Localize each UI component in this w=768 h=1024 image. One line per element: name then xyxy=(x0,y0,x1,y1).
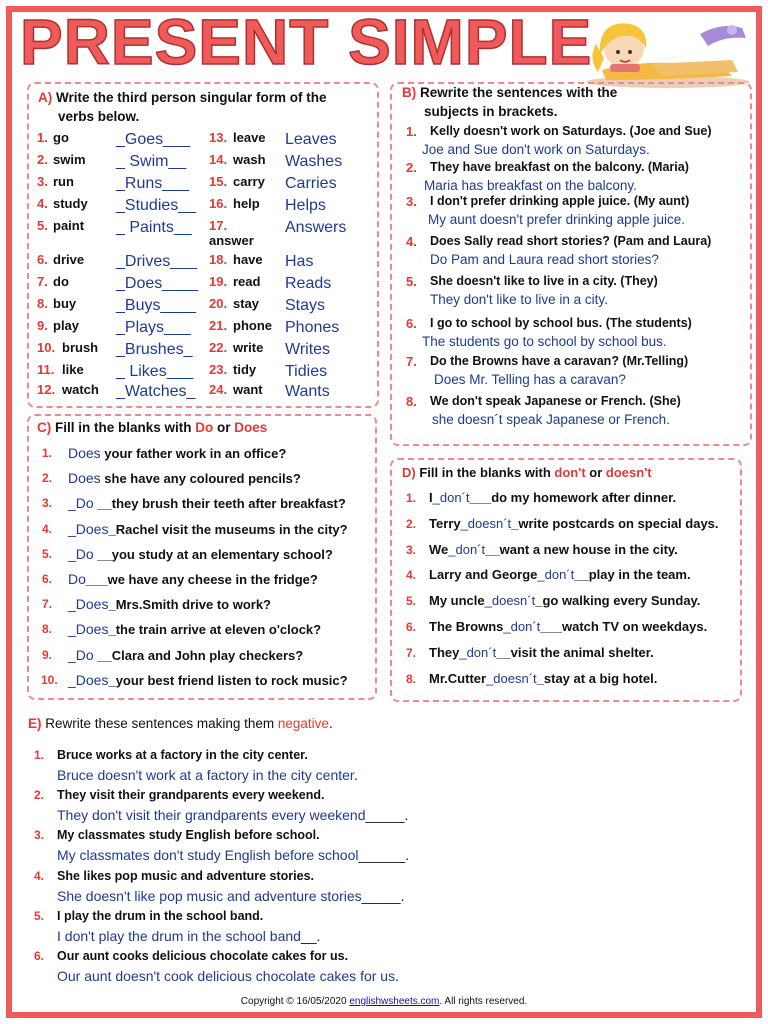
copyright-text: Copyright © 16/05/2020 xyxy=(240,996,350,1007)
sentence-question: I play the drum in the school band. xyxy=(57,908,264,923)
blank-number: 8. xyxy=(406,671,417,686)
section-e-heading: E) Rewrite these sentences making them negative. xyxy=(28,716,333,731)
verb-text: drive xyxy=(53,252,85,267)
answer-tail: _____. xyxy=(365,807,409,824)
verb-number: 14. xyxy=(209,152,228,167)
sentence-number: 3. xyxy=(34,828,45,843)
verb-answer: Washes xyxy=(285,153,343,170)
verb-number: 17. xyxy=(209,218,228,233)
sentence-answer: My aunt doesn't prefer drinking apple juice. xyxy=(428,212,685,227)
verb-text: tidy xyxy=(233,362,257,377)
fill-text: __play in the team. xyxy=(574,567,691,583)
svg-text:PRESENT SIMPLE: PRESENT SIMPLE xyxy=(20,6,593,74)
fill-line xyxy=(68,495,346,511)
sentence-number: 8. xyxy=(406,394,417,409)
sentence-answer: She doesn't like pop music and adventure stories xyxy=(57,887,362,904)
verb-text: carry xyxy=(233,174,265,189)
verb-text: buy xyxy=(53,296,77,311)
blank-number: 4. xyxy=(406,568,417,583)
verb-answer: Carries xyxy=(285,175,337,192)
fill-text: _Rachel visit the museums in the city? xyxy=(108,521,348,537)
fill-line xyxy=(429,567,691,582)
fill-text: _write postcards on special days. xyxy=(511,515,719,531)
verb-answer: _Plays___ xyxy=(116,319,191,336)
sentence-answer: Joe and Sue don't work on Saturdays. xyxy=(422,142,650,157)
verb-answer: _Goes___ xyxy=(116,131,190,148)
verb-number: 7. xyxy=(37,274,48,289)
fill-text: __want a new house in the city. xyxy=(485,541,678,557)
sentence-number: 1. xyxy=(34,748,45,762)
sentence-number: 7. xyxy=(406,354,417,369)
fill-answer: _Does xyxy=(68,671,109,688)
verb-number: 22. xyxy=(209,340,228,355)
verb-number: 6. xyxy=(37,252,48,267)
fill-text: __you study at an elementary school? xyxy=(93,546,333,562)
fill-answer: _Does xyxy=(68,520,109,537)
verb-text: answer xyxy=(209,233,254,248)
sentence-answer: They don't like to live in a city. xyxy=(430,292,608,307)
verb-text: brush xyxy=(62,340,99,355)
sentence-question: I don't prefer drinking apple juice. (My aunt) xyxy=(430,194,690,208)
sentence-question: I go to school by school bus. (The students) xyxy=(430,316,692,330)
fill-answer: _don´t xyxy=(459,644,497,660)
sentence-answer-line xyxy=(57,767,358,783)
fill-answer: _Do xyxy=(68,545,94,562)
fill-subject: Larry and George xyxy=(429,567,538,583)
verb-number: 12. xyxy=(37,382,56,397)
verb-text: swim xyxy=(53,152,86,167)
verb-text: write xyxy=(233,340,264,355)
sentence-answer: Do Pam and Laura read short stories? xyxy=(430,252,659,267)
sentence-answer-line xyxy=(57,807,408,823)
verb-text: stay xyxy=(233,296,260,311)
fill-answer: _Do xyxy=(68,495,94,512)
sentence-question: Kelly doesn't work on Saturdays. (Joe and Sue) xyxy=(430,124,712,138)
verb-number: 10. xyxy=(37,340,56,355)
fill-text: __they brush their teeth after breakfast? xyxy=(93,496,346,512)
verb-text: leave xyxy=(233,130,266,145)
copyright-rights: . All rights reserved. xyxy=(439,996,528,1007)
fill-answer: _Does xyxy=(68,596,109,613)
blank-number: 7. xyxy=(406,645,417,660)
blank-number: 4. xyxy=(42,521,53,536)
fill-line xyxy=(68,521,348,537)
verb-number: 24. xyxy=(209,382,228,397)
section-d-heading: D) Fill in the blanks with don't or doesn't xyxy=(402,465,652,480)
fill-text: ___watch TV on weekdays. xyxy=(540,619,708,634)
fill-answer: Does xyxy=(68,445,101,461)
sentence-answer: Maria has breakfast on the balcony. xyxy=(424,178,637,193)
blank-number: 3. xyxy=(42,496,53,511)
blank-number: 7. xyxy=(42,597,53,612)
answer-tail: ______. xyxy=(358,847,410,864)
blank-number: 1. xyxy=(406,491,417,505)
fill-subject: I xyxy=(429,490,433,505)
sentence-number: 6. xyxy=(34,949,45,963)
fill-line xyxy=(68,672,348,688)
sentence-question: They visit their grandparents every weekend. xyxy=(57,788,325,803)
fill-answer: _Does xyxy=(68,621,109,638)
verb-answer: Reads xyxy=(285,275,332,292)
verb-answer: _Drives___ xyxy=(116,253,197,270)
fill-subject: We xyxy=(429,541,449,557)
sentence-number: 1. xyxy=(406,124,417,139)
verb-number: 20. xyxy=(209,296,228,311)
fill-subject: The Browns xyxy=(429,619,504,634)
fill-line xyxy=(68,445,286,461)
verb-answer: Answers xyxy=(285,219,347,236)
verb-answer: _Buys____ xyxy=(116,297,197,314)
verb-number: 9. xyxy=(37,318,48,333)
verb-number: 19. xyxy=(209,274,228,289)
section-b-heading-2: subjects in brackets. xyxy=(424,104,558,119)
verb-number: 4. xyxy=(37,196,48,211)
verb-answer: _ Swim__ xyxy=(116,153,187,170)
verb-number: 23. xyxy=(209,362,228,377)
verb-text: play xyxy=(53,318,80,333)
verb-answer: _ Paints__ xyxy=(116,219,192,236)
blank-number: 6. xyxy=(42,572,53,586)
verb-number: 21. xyxy=(209,318,228,333)
sentence-number: 4. xyxy=(34,868,45,883)
fill-text: _stay at a big hotel. xyxy=(536,670,658,686)
verb-text: study xyxy=(53,196,88,211)
sentence-answer: Does Mr. Telling has a caravan? xyxy=(434,372,626,387)
fill-answer: _don´t xyxy=(432,490,470,505)
girl-reading-illustration xyxy=(582,14,754,90)
fill-line xyxy=(68,546,333,562)
sentence-number: 2. xyxy=(406,160,417,175)
fill-subject: Mr.Cutter xyxy=(429,670,487,686)
fill-text: __Clara and John play checkers? xyxy=(93,647,304,663)
sentence-question: She doesn't like to live in a city. (They) xyxy=(430,274,658,288)
verb-answer: Leaves xyxy=(285,131,337,148)
blank-number: 8. xyxy=(42,622,53,637)
copyright-footer xyxy=(0,996,768,1007)
sentence-answer: she doesn´t speak Japanese or French. xyxy=(432,412,670,427)
verb-answer: _ Likes___ xyxy=(116,363,194,380)
fill-line xyxy=(429,645,654,660)
verb-answer: _Runs___ xyxy=(116,175,189,192)
sentence-answer: Our aunt doesn't cook delicious chocolate cakes for us xyxy=(57,968,396,984)
fill-line xyxy=(429,490,676,505)
blank-number: 2. xyxy=(42,471,53,486)
fill-text: ___do my homework after dinner. xyxy=(469,490,677,505)
section-a-heading: A) Write the third person singular form of the xyxy=(38,90,327,105)
fill-subject: My uncle xyxy=(429,593,485,609)
verb-text: want xyxy=(233,382,263,397)
fill-answer: _doesn´t xyxy=(484,593,536,609)
verb-answer: _Does____ xyxy=(116,275,198,292)
blank-number: 10. xyxy=(41,672,58,687)
answer-tail: __. xyxy=(300,927,321,944)
fill-subject: Terry xyxy=(429,515,461,531)
sentence-number: 4. xyxy=(406,234,417,249)
sentence-question: Our aunt cooks delicious chocolate cakes for us. xyxy=(57,949,349,963)
fill-answer: _doesn´t xyxy=(460,515,512,531)
fill-line xyxy=(429,593,700,608)
sentence-question: Do the Browns have a caravan? (Mr.Telling) xyxy=(430,354,689,368)
sentence-answer: The students go to school by school bus. xyxy=(422,334,667,349)
fill-answer: _doesn´t xyxy=(486,670,537,686)
sentence-number: 6. xyxy=(406,316,417,331)
sentence-answer-line xyxy=(57,928,320,944)
sentence-question: We don't speak Japanese or French. (She) xyxy=(430,394,681,408)
fill-line xyxy=(429,516,719,531)
fill-answer: _don´t xyxy=(537,567,575,583)
sentence-question: Bruce works at a factory in the city center. xyxy=(57,748,308,762)
verb-number: 8. xyxy=(37,296,48,311)
sentence-question: My classmates study English before school. xyxy=(57,828,320,843)
sentence-answer: Bruce doesn't work at a factory in the city center xyxy=(57,767,354,783)
fill-line xyxy=(68,647,303,663)
verb-text: run xyxy=(53,174,74,189)
verb-text: help xyxy=(233,196,260,211)
verb-number: 2. xyxy=(37,152,48,167)
sentence-answer: They don't visit their grandparents every weekend xyxy=(57,807,366,824)
sentence-number: 2. xyxy=(34,788,45,803)
verb-answer: _Brushes_ xyxy=(116,341,193,358)
verb-text: have xyxy=(233,252,263,267)
verb-answer: Phones xyxy=(285,319,340,336)
verb-text: paint xyxy=(53,218,85,233)
fill-line xyxy=(68,596,271,612)
verb-number: 3. xyxy=(37,174,48,189)
verb-text: phone xyxy=(233,318,272,333)
fill-text: _Mrs.Smith drive to work? xyxy=(108,597,272,613)
fill-answer: _Do xyxy=(68,646,94,663)
fill-answer: Does xyxy=(68,470,101,487)
fill-text: __visit the animal shelter. xyxy=(496,644,654,660)
verb-text: like xyxy=(62,362,84,377)
verb-answer: Helps xyxy=(285,197,326,214)
fill-answer: _don´t xyxy=(448,541,486,557)
sentence-answer-line xyxy=(57,888,404,904)
blank-number: 6. xyxy=(406,620,417,634)
fill-text: she have any coloured pencils? xyxy=(100,471,301,487)
sentence-answer-line xyxy=(57,968,399,984)
fill-line xyxy=(68,621,321,637)
blank-number: 3. xyxy=(406,542,417,557)
fill-line xyxy=(429,619,707,634)
verb-number: 16. xyxy=(209,196,228,211)
verb-number: 13. xyxy=(209,130,228,145)
verb-answer: Has xyxy=(285,253,314,270)
fill-answer: _don´t xyxy=(503,619,541,634)
fill-line xyxy=(68,470,301,486)
fill-text: ___we have any cheese in the fridge? xyxy=(85,572,318,587)
sentence-number: 5. xyxy=(34,908,45,923)
verb-answer: Wants xyxy=(285,383,330,400)
sentence-answer-line xyxy=(57,847,409,863)
blank-number: 9. xyxy=(42,647,53,662)
verb-number: 5. xyxy=(37,218,48,233)
answer-tail: _____. xyxy=(361,887,405,904)
verb-text: go xyxy=(53,130,69,145)
section-b-heading: B) Rewrite the sentences with the xyxy=(402,85,618,100)
verb-number: 1. xyxy=(37,130,48,145)
verb-text: do xyxy=(53,274,69,289)
sentence-answer: My classmates don't study English before school xyxy=(57,847,359,864)
section-c-heading: C) Fill in the blanks with Do or Does xyxy=(37,420,268,435)
verb-answer: Tidies xyxy=(285,363,328,380)
answer-tail: . xyxy=(395,968,399,984)
site-link[interactable]: englishwsheets.com xyxy=(349,996,440,1007)
fill-line xyxy=(68,571,318,587)
blank-number: 2. xyxy=(406,516,417,531)
verb-number: 11. xyxy=(37,362,55,377)
fill-answer: Do xyxy=(68,571,86,587)
fill-subject: They xyxy=(429,644,460,660)
fill-line xyxy=(429,671,657,686)
fill-text: your father work in an office? xyxy=(100,446,287,461)
fill-text: _your best friend listen to rock music? xyxy=(108,672,348,688)
sentence-question: Does Sally read short stories? (Pam and Laura) xyxy=(430,234,712,248)
verb-number: 18. xyxy=(209,252,228,267)
sentence-question: She likes pop music and adventure stories. xyxy=(57,868,315,883)
section-a-heading-2: verbs below. xyxy=(58,109,140,124)
verb-text: read xyxy=(233,274,261,289)
verb-answer: Writes xyxy=(285,341,331,358)
verb-answer: _Studies__ xyxy=(116,197,197,214)
answer-tail: . xyxy=(353,767,358,783)
verb-answer: _Watches_ xyxy=(116,383,196,400)
verb-text: wash xyxy=(233,152,266,167)
verb-text: watch xyxy=(62,382,99,397)
blank-number: 5. xyxy=(42,546,53,561)
sentence-answer: I don't play the drum in the school band xyxy=(57,927,301,944)
page-title xyxy=(16,4,596,74)
blank-number: 1. xyxy=(42,446,53,460)
sentence-question: They have breakfast on the balcony. (Maria) xyxy=(430,160,689,174)
verb-number: 15. xyxy=(209,174,228,189)
fill-text: _go walking every Sunday. xyxy=(535,593,701,609)
blank-number: 5. xyxy=(406,594,417,609)
sentence-number: 3. xyxy=(406,194,417,209)
fill-text: _the train arrive at eleven o'clock? xyxy=(108,622,322,638)
verb-answer: Stays xyxy=(285,297,326,314)
sentence-number: 5. xyxy=(406,274,417,289)
fill-line xyxy=(429,542,678,557)
